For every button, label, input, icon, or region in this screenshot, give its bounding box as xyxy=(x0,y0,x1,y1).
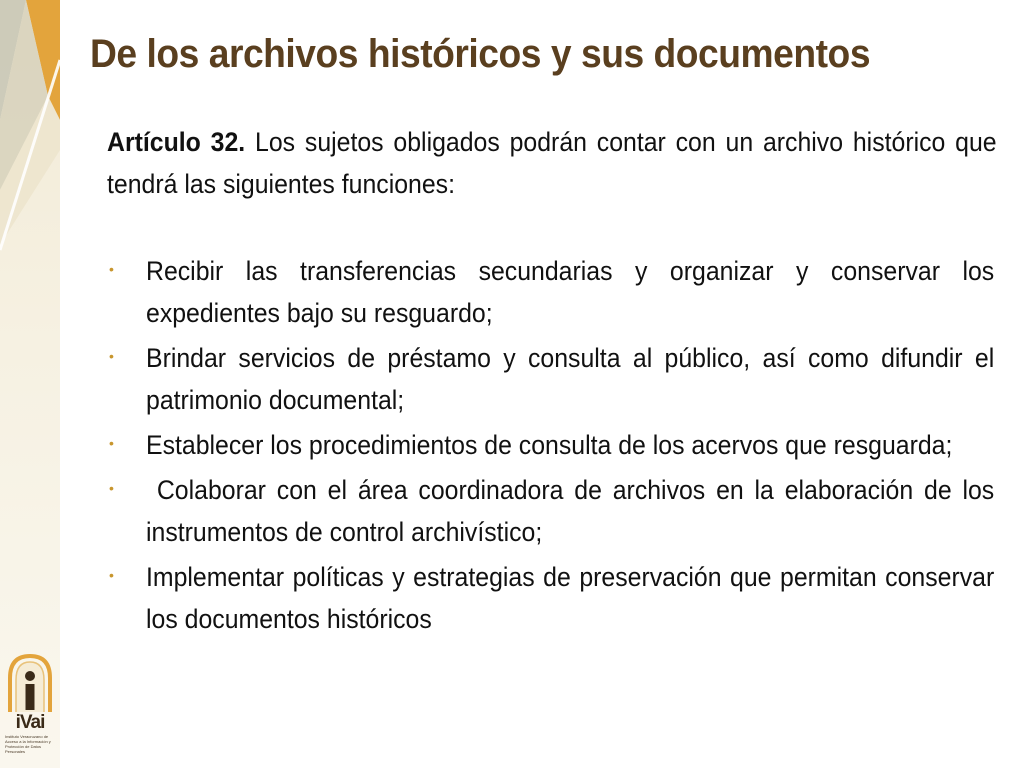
list-item-text: Colaborar con el área coordinadora de archivos en la elaboración de los instrumentos de control archivístico; xyxy=(146,475,1002,547)
list-item xyxy=(107,250,997,334)
article-intro xyxy=(107,121,997,205)
logo-subtitle: Instituto Veracruzano de Acceso a la Información y Protección de Datos Personales xyxy=(5,734,51,754)
ivai-arch-icon xyxy=(4,650,56,712)
article-intro-text: Los sujetos obligados podrán contar con un archivo histórico que tendrá las siguientes funciones: xyxy=(107,127,997,199)
slide-title: De los archivos históricos y sus documentos xyxy=(90,32,871,76)
functions-list xyxy=(107,250,1002,640)
list-item xyxy=(107,337,997,421)
list-item-text: Implementar políticas y estrategias de preservación que permitan conservar los documentos históricos xyxy=(146,562,995,634)
list-item xyxy=(107,556,997,640)
bullet-icon: • xyxy=(109,348,114,364)
bullet-icon: • xyxy=(109,567,114,583)
slide-body xyxy=(107,121,1002,643)
list-item-text: Establecer los procedimientos de consulta de los acervos que resguarda; xyxy=(146,430,953,460)
corner-decoration xyxy=(0,0,60,290)
list-item-text: Recibir las transferencias secundarias y organizar y conservar los expedientes bajo su resguardo; xyxy=(146,256,995,328)
article-number: Artículo 32. xyxy=(107,127,246,157)
bullet-icon: • xyxy=(109,435,114,451)
bullet-icon: • xyxy=(109,261,114,277)
bullet-icon: • xyxy=(109,480,114,496)
list-item xyxy=(107,469,1002,553)
logo-wordmark: iVai xyxy=(15,712,45,733)
ivai-logo xyxy=(4,650,56,755)
list-item xyxy=(107,424,997,466)
list-item-text: Brindar servicios de préstamo y consulta al público, así como difundir el patrimonio documental; xyxy=(146,343,995,415)
